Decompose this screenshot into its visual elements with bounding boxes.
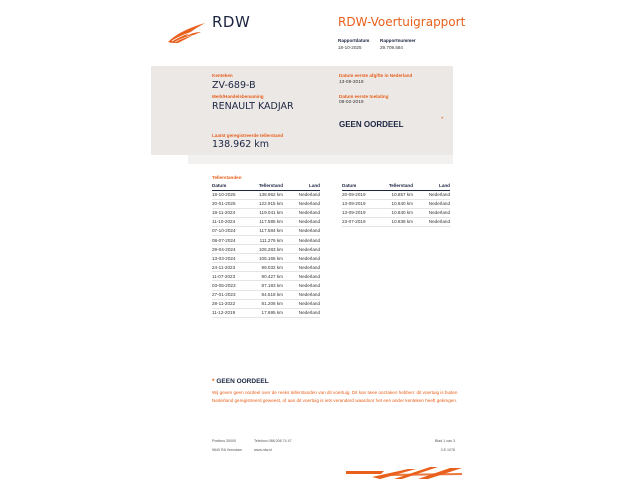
readings-table-left [212,182,320,318]
note-title [212,378,269,385]
report-title: RDW-Voertuigrapport [338,15,466,29]
reading-odometer: 10.840 km [380,199,413,208]
reading-odometer: 122.915 km [250,199,283,208]
col-date-header: Datum [212,182,250,190]
footer-address [212,437,242,455]
reading-country: Nederland [413,217,450,226]
report-number-value: 29.709.584 [380,45,403,50]
footer-code: 3.E.1078 [440,448,455,452]
table-row [212,290,320,299]
reading-date: 29-04-2024 [212,245,250,254]
reading-country: Nederland [413,199,450,208]
table-row [342,217,450,226]
vehicle-panel [151,66,453,155]
footer-phone: Telefoon 088 008 74 47 [254,439,292,443]
table-row [212,272,320,281]
first-admission-label: Datum eerste toelating [339,94,389,99]
col-odometer-header: Tellerstand [380,182,413,190]
verdict: GEEN OORDEEL [339,120,404,129]
verdict-marker: * [441,117,444,123]
rdw-stripes-logo-icon [346,466,462,480]
reading-date: 13-09-2019 [342,199,380,208]
reading-odometer: 10.857 km [380,190,413,199]
table-row [212,226,320,235]
note-title-text: GEEN OORDEEL [216,378,269,385]
reading-odometer: 84.518 km [250,290,283,299]
reading-odometer: 90.427 km [250,272,283,281]
reading-date: 27-01-2023 [212,290,250,299]
brand-name: RDW [212,13,251,31]
footer-postbus: Postbus 30000 [212,439,236,443]
footer-city: 9640 RA Veendam [212,448,242,452]
table-row [212,217,320,226]
reading-country: Nederland [283,245,320,254]
reading-country: Nederland [283,226,320,235]
table-row [212,299,320,308]
reading-country: Nederland [283,208,320,217]
reading-date: 20-09-2019 [342,190,380,199]
odometer-label: Laatst geregistreerde tellerstand [212,133,284,138]
reading-odometer: 17.695 km [250,308,283,317]
col-country-header: Land [283,182,320,190]
report-number-label: Rapportnummer [380,38,416,43]
reading-odometer: 105.165 km [250,254,283,263]
reading-date: 11-12-2019 [212,308,250,317]
col-odometer-header: Tellerstand [250,182,283,190]
reading-country: Nederland [283,281,320,290]
reading-country: Nederland [413,208,450,217]
reading-date: 13-03-2024 [212,254,250,263]
report-date [338,37,369,51]
report-number [380,37,416,51]
reading-country: Nederland [283,290,320,299]
table-header-row [212,182,320,190]
table-row [212,308,320,317]
reading-country: Nederland [283,263,320,272]
table-row [212,208,320,217]
reading-odometer: 111.276 km [250,235,283,244]
table-row [342,208,450,217]
first-nl-value: 13-09-2019 [339,80,364,85]
note-text: Wij geven geen oordeel over de reeks tellerstanden van dit voertuig. Dit kan twee oorzaken hebben: dit voertuig is buiten Nederland geregistreerd geweest, of aan dit voertuig is iets veranderd waardoor het een ander kenteken heeft gekregen. [212,390,458,403]
first-admission-value: 08-02-2019 [339,100,364,105]
reading-country: Nederland [413,190,450,199]
table-row [212,235,320,244]
odometer-value: 138.962 km [212,139,270,150]
table-row [212,254,320,263]
reading-country: Nederland [283,190,320,199]
reading-date: 23-07-2019 [342,217,380,226]
reading-odometer: 81.206 km [250,299,283,308]
reading-country: Nederland [283,217,320,226]
reading-odometer: 119.041 km [250,208,283,217]
rdw-wing-logo-icon [166,22,206,44]
readings-title: Tellerstanden [212,175,242,180]
col-date-header: Datum [342,182,380,190]
report-date-value: 18-10-2025 [338,45,362,50]
table-row [342,199,450,208]
reading-country: Nederland [283,299,320,308]
reading-date: 20-01-2025 [212,199,250,208]
reading-date: 11-10-2024 [212,217,250,226]
make-label: Merk/Handelsbenaming [212,94,264,99]
reading-country: Nederland [283,235,320,244]
reading-odometer: 106.283 km [250,245,283,254]
table-row [212,190,320,199]
table-row [212,199,320,208]
reading-odometer: 87.183 km [250,281,283,290]
reading-odometer: 117.584 km [250,226,283,235]
first-nl-label: Datum eerste afgifte in Nederland [339,73,413,78]
reading-date: 11-07-2023 [212,272,250,281]
plate-label: Kenteken [212,73,233,78]
table-row [212,245,320,254]
reading-odometer: 99.032 km [250,263,283,272]
table-header-row [342,182,450,190]
footer-page [435,437,455,455]
reading-country: Nederland [283,308,320,317]
reading-country: Nederland [283,272,320,281]
table-row [342,190,450,199]
reading-date: 24-11-2023 [212,263,250,272]
reading-date: 13-09-2019 [342,208,380,217]
reading-date: 18-11-2024 [212,208,250,217]
table-row [212,281,320,290]
plate-value: ZV-689-B [212,80,256,91]
reading-odometer: 138.962 km [250,190,283,199]
report-date-label: Rapportdatum [338,38,370,43]
reading-date: 07-10-2024 [212,226,250,235]
footer-page-number: Blad 1 van 3 [435,439,455,443]
reading-country: Nederland [283,199,320,208]
readings-table-right [342,182,450,227]
reading-date: 18-10-2025 [212,190,250,199]
table-row [212,263,320,272]
footer-contact [254,437,292,455]
footer-web: www.rdw.nl [254,448,272,452]
reading-date: 28-11-2022 [212,299,250,308]
reading-odometer: 117.585 km [250,217,283,226]
col-country-header: Land [413,182,450,190]
reading-date: 08-07-2024 [212,235,250,244]
reading-odometer: 10.840 km [380,208,413,217]
reading-odometer: 10.838 km [380,217,413,226]
reading-date: 03-05-2023 [212,281,250,290]
reading-country: Nederland [283,254,320,263]
make-value: RENAULT KADJAR [212,101,294,112]
note-marker: * [212,378,215,385]
